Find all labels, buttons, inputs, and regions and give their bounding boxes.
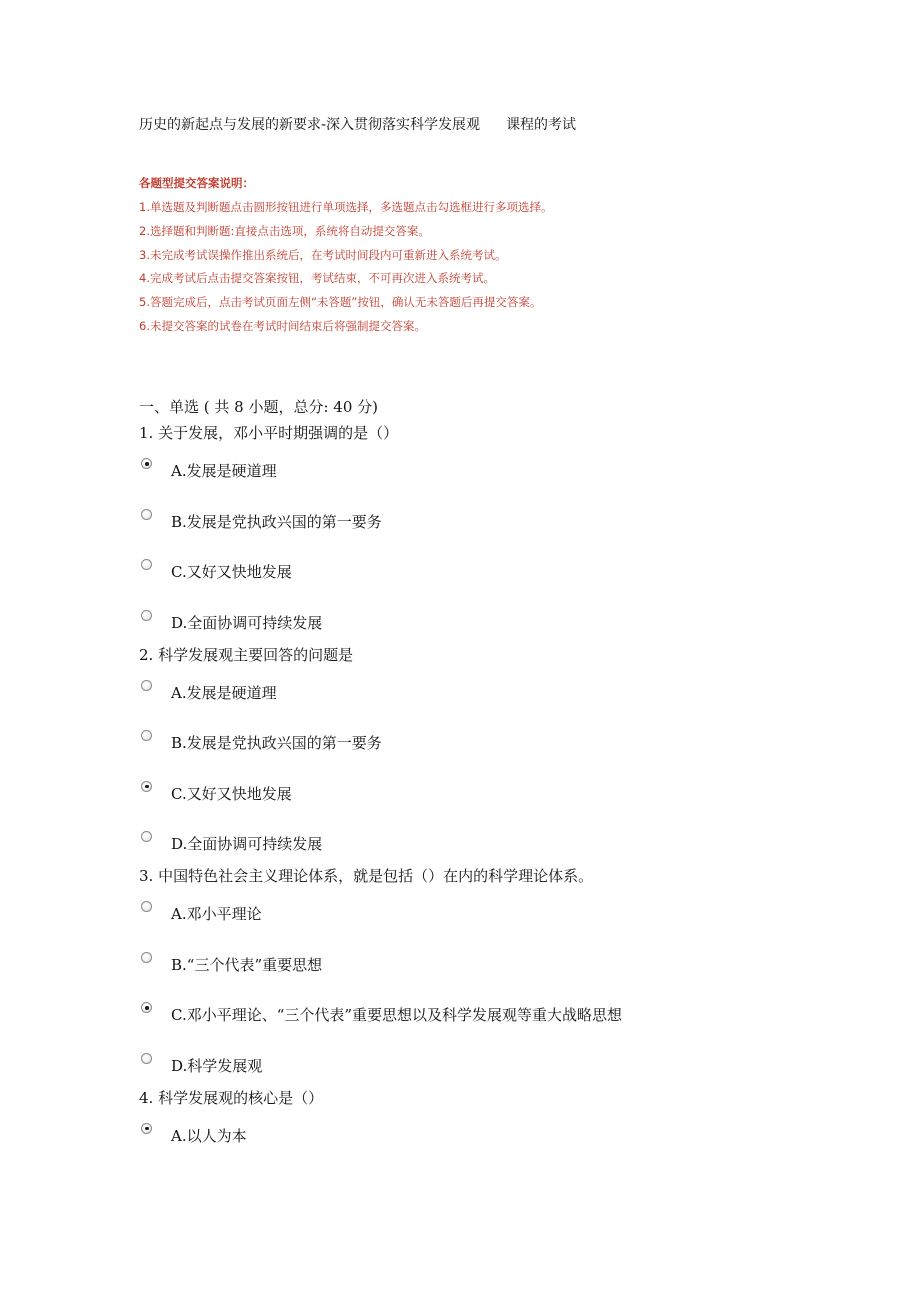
radio-button[interactable] <box>141 509 152 520</box>
answer-option[interactable] <box>139 1113 879 1157</box>
instruction-item: 4.完成考试后点击提交答案按钮，考试结束，不可再次进入系统考试。 <box>139 271 495 286</box>
answer-instructions <box>139 175 552 342</box>
radio-button-selected[interactable] <box>141 458 152 469</box>
radio-button[interactable] <box>141 610 152 621</box>
answer-option[interactable] <box>139 670 879 721</box>
instruction-item: 6.未提交答案的试卷在考试时间结束后将强制提交答案。 <box>139 318 426 333</box>
answer-option[interactable] <box>139 499 879 550</box>
option-label[interactable]: B.发展是党执政兴国的第一要务 <box>171 512 382 531</box>
instruction-item: 1.单选题及判断题点击圆形按钮进行单项选择，多选题点击勾选框进行多项选择。 <box>139 200 553 214</box>
radio-button[interactable] <box>141 831 152 842</box>
question-list <box>139 422 879 1157</box>
answer-option[interactable] <box>139 891 879 942</box>
question <box>139 422 879 644</box>
course-title: 历史的新起点与发展的新要求-深入贯彻落实科学发展观 <box>139 117 481 133</box>
instruction-item: 5.答题完成后，点击考试页面左侧“未答题”按钮，确认无未答题后再提交答案。 <box>139 295 542 310</box>
option-label[interactable]: B.“三个代表”重要思想 <box>171 955 323 974</box>
answer-option[interactable] <box>139 771 879 822</box>
radio-button[interactable] <box>141 730 152 741</box>
question-text: 2. 科学发展观主要回答的问题是 <box>139 645 354 664</box>
answer-option[interactable] <box>139 821 879 865</box>
option-label[interactable]: B.发展是党执政兴国的第一要务 <box>171 734 382 752</box>
option-label[interactable]: C.又好又快地发展 <box>171 563 292 581</box>
radio-button-selected[interactable] <box>141 781 152 792</box>
answer-option[interactable] <box>139 600 879 644</box>
radio-button[interactable] <box>141 680 152 691</box>
option-label[interactable]: A.邓小平理论 <box>171 905 262 923</box>
option-label[interactable]: D.全面协调可持续发展 <box>171 613 323 632</box>
option-label[interactable]: A.发展是硬道理 <box>171 683 277 702</box>
option-label[interactable]: C.邓小平理论、“三个代表”重要思想以及科学发展观等重大战略思想 <box>171 1006 623 1024</box>
instructions-heading: 各题型提交答案说明： <box>139 176 254 190</box>
radio-selected-dot <box>145 462 149 466</box>
option-label[interactable]: D.科学发展观 <box>171 1056 263 1075</box>
radio-button[interactable] <box>141 952 152 963</box>
radio-button[interactable] <box>141 559 152 570</box>
answer-option[interactable] <box>139 1043 879 1087</box>
instruction-item: 2.选择题和判断题:直接点击选项，系统将自动提交答案。 <box>139 223 430 238</box>
radio-button[interactable] <box>141 901 152 912</box>
section-header: 一、单选 ( 共 8 小题，总分: 40 分) <box>139 398 378 416</box>
option-label[interactable]: A.发展是硬道理 <box>171 462 277 480</box>
option-label[interactable]: D.全面协调可持续发展 <box>171 835 323 853</box>
radio-button[interactable] <box>141 1053 152 1064</box>
answer-option[interactable] <box>139 942 879 993</box>
page-title <box>139 114 576 134</box>
question-text: 4. 科学发展观的核心是（） <box>139 1088 324 1107</box>
radio-button-selected[interactable] <box>141 1002 152 1013</box>
question-text: 1. 关于发展，邓小平时期强调的是（） <box>139 424 399 442</box>
option-label[interactable]: C.又好又快地发展 <box>171 784 292 803</box>
question <box>139 644 879 866</box>
radio-selected-dot <box>145 785 149 789</box>
instruction-item: 3.未完成考试误操作推出系统后，在考试时间段内可重新进入系统考试。 <box>139 247 507 262</box>
answer-option[interactable] <box>139 549 879 600</box>
course-title-suffix: 课程的考试 <box>506 117 577 133</box>
answer-option[interactable] <box>139 992 879 1043</box>
question <box>139 1087 879 1157</box>
radio-selected-dot <box>145 1006 149 1010</box>
answer-option[interactable] <box>139 720 879 771</box>
question-text: 3. 中国特色社会主义理论体系，就是包括（）在内的科学理论体系。 <box>139 867 594 885</box>
option-label[interactable]: A.以人为本 <box>171 1126 247 1145</box>
radio-selected-dot <box>145 1127 149 1131</box>
question <box>139 865 879 1087</box>
radio-button-selected[interactable] <box>141 1123 152 1134</box>
answer-option[interactable] <box>139 448 879 499</box>
